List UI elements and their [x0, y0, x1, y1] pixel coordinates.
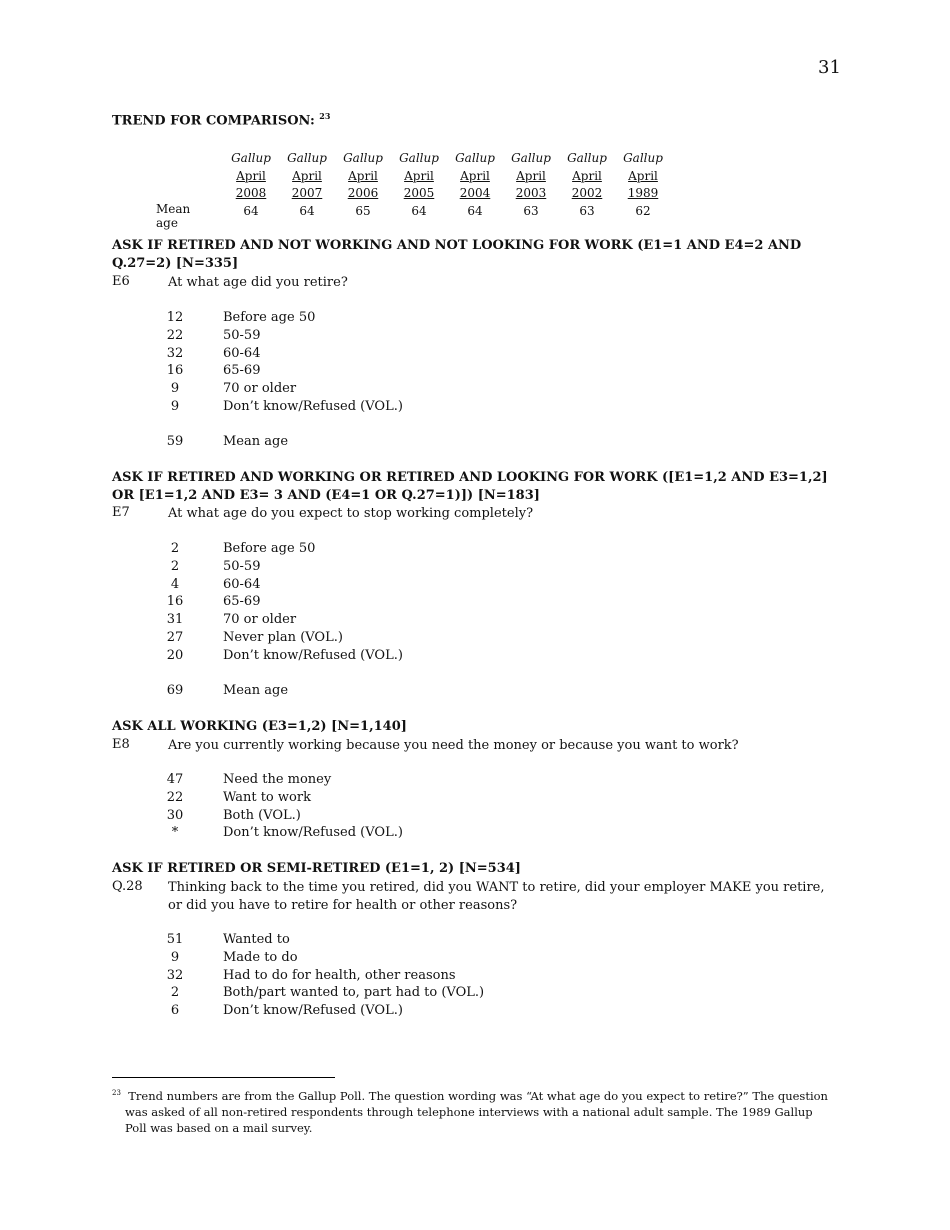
response-label: 70 or older [223, 612, 297, 628]
response-label: Before age 50 [223, 310, 316, 325]
response-value: 2 [170, 985, 180, 1001]
trend-column [279, 150, 335, 220]
trend-source: Gallup [399, 151, 439, 165]
trend-month: April [292, 168, 322, 183]
response-value: 51 [166, 932, 184, 947]
footnote-number: 23 [112, 1089, 121, 1097]
trend-value: 64 [299, 203, 315, 218]
trend-year: 2008 [235, 186, 267, 200]
trend-value: 62 [635, 203, 651, 218]
q28-question-text: Thinking back to the time you retired, did you WANT to retire, did your employer MAKE you retire, or did you have to retire for health or other reasons? [168, 880, 825, 913]
e6-question-text: At what age did you retire? [168, 275, 348, 290]
response-label: Made to do [223, 949, 298, 965]
response-value: 9 [170, 381, 180, 397]
response-value: 2 [170, 558, 180, 574]
response-value: 2 [170, 541, 180, 556]
trend-column [615, 150, 671, 220]
response-value: 22 [166, 789, 184, 805]
trend-month: April [236, 168, 266, 183]
trend-month: April [572, 168, 602, 183]
trend-source: Gallup [231, 151, 271, 165]
page-number: 31 [818, 57, 841, 78]
trend-source: Gallup [511, 151, 551, 165]
trend-value: 63 [523, 203, 539, 218]
trend-column [447, 150, 503, 220]
response-value: 22 [166, 327, 184, 343]
trend-column [391, 150, 447, 220]
e8-question-text: Are you currently working because you need the money or because you want to work? [168, 738, 739, 753]
trend-column [503, 150, 559, 220]
trend-month: April [516, 168, 546, 183]
e8-question-id: E8 [112, 737, 130, 752]
trend-year: 1989 [627, 186, 659, 200]
response-label: Want to work [223, 789, 311, 805]
response-label: Both (VOL.) [223, 807, 301, 823]
response-label: Don’t know/Refused (VOL.) [223, 647, 403, 663]
response-label: Before age 50 [223, 541, 316, 556]
response-label: Had to do for health, other reasons [223, 967, 456, 983]
mean-label: Mean age [223, 434, 289, 449]
response-value: 12 [166, 310, 184, 325]
response-value: 6 [170, 1003, 180, 1019]
trend-year: 2006 [347, 186, 379, 200]
trend-source: Gallup [343, 151, 383, 165]
e8-ask-condition: ASK ALL WORKING (E3=1,2) [N=1,140] [112, 719, 407, 734]
response-value: 9 [170, 398, 180, 414]
trend-value: 64 [467, 203, 483, 218]
response-label: Never plan (VOL.) [223, 629, 343, 645]
trend-month: April [404, 168, 434, 183]
e7-ask-condition: ASK IF RETIRED AND WORKING OR RETIRED AND LOOKING FOR WORK ([E1=1,2 AND E3=1,2] OR [E1=1,2 AND E3= 3 AND (E4=1 OR Q.27=1)]) [N=183] [112, 470, 828, 503]
trend-row-label: Mean age [156, 202, 191, 230]
response-label: Both/part wanted to, part had to (VOL.) [223, 985, 485, 1001]
trend-year: 2003 [515, 186, 547, 200]
response-label: 60-64 [223, 576, 261, 592]
e7-question-id: E7 [112, 505, 130, 520]
trend-column [335, 150, 391, 220]
response-value: 4 [170, 576, 180, 592]
trend-value: 65 [355, 203, 371, 218]
response-label: Wanted to [223, 932, 290, 947]
e6-ask-condition: ASK IF RETIRED AND NOT WORKING AND NOT LOOKING FOR WORK (E1=1 AND E4=2 AND Q.27=2) [N=335] [112, 238, 802, 271]
trend-source: Gallup [567, 151, 607, 165]
response-label: 50-59 [223, 558, 261, 574]
trend-source: Gallup [287, 151, 327, 165]
trend-heading [112, 111, 330, 128]
response-value: 32 [166, 967, 184, 983]
response-label: Don’t know/Refused (VOL.) [223, 1003, 403, 1019]
trend-heading-text: TREND FOR COMPARISON: [112, 113, 315, 129]
response-label: 65-69 [223, 594, 261, 610]
response-label: Don’t know/Refused (VOL.) [223, 825, 403, 841]
response-value: 16 [166, 594, 184, 610]
footnote [112, 1085, 832, 1136]
response-label: Need the money [223, 772, 332, 787]
footnote-divider [112, 1077, 335, 1078]
mean-value: 59 [166, 434, 184, 449]
response-label: 65-69 [223, 363, 261, 379]
mean-label: Mean age [223, 683, 289, 698]
e6-question-id: E6 [112, 274, 130, 289]
response-value: 30 [166, 807, 184, 823]
mean-value: 69 [166, 683, 184, 698]
response-label: 60-64 [223, 345, 261, 361]
trend-year: 2005 [403, 186, 435, 200]
response-label: Don’t know/Refused (VOL.) [223, 398, 403, 414]
footnote-text: Trend numbers are from the Gallup Poll. The question wording was “At what age do you expect to retire?” The question was asked of all non-retired respondents through telephone interviews with a national adult sample. The 1989 Gallup Poll was based on a mail survey. [125, 1088, 828, 1135]
response-value: 20 [166, 647, 184, 663]
trend-column [559, 150, 615, 220]
q28-ask-condition: ASK IF RETIRED OR SEMI-RETIRED (E1=1, 2) [N=534] [112, 861, 521, 876]
trend-month: April [348, 168, 378, 183]
trend-footnote-ref: 23 [319, 111, 331, 121]
trend-year: 2002 [571, 186, 603, 200]
trend-value: 64 [411, 203, 427, 218]
trend-column [223, 150, 279, 220]
response-value: 27 [166, 629, 184, 645]
response-value: 16 [166, 363, 184, 379]
trend-month: April [460, 168, 490, 183]
trend-source: Gallup [455, 151, 495, 165]
response-value: 47 [166, 772, 184, 787]
footnote-body [112, 1085, 832, 1136]
trend-year: 2007 [291, 186, 323, 200]
response-value: 32 [166, 345, 184, 361]
trend-value: 64 [243, 203, 259, 218]
trend-source: Gallup [623, 151, 663, 165]
e7-question-text: At what age do you expect to stop working completely? [168, 506, 534, 521]
response-value: 31 [166, 612, 184, 628]
response-value: 9 [170, 949, 180, 965]
trend-month: April [628, 168, 658, 183]
trend-value: 63 [579, 203, 595, 218]
response-label: 70 or older [223, 381, 297, 397]
response-label: 50-59 [223, 327, 261, 343]
trend-year: 2004 [459, 186, 491, 200]
response-value: * [171, 825, 179, 841]
q28-question-id: Q.28 [112, 879, 143, 894]
